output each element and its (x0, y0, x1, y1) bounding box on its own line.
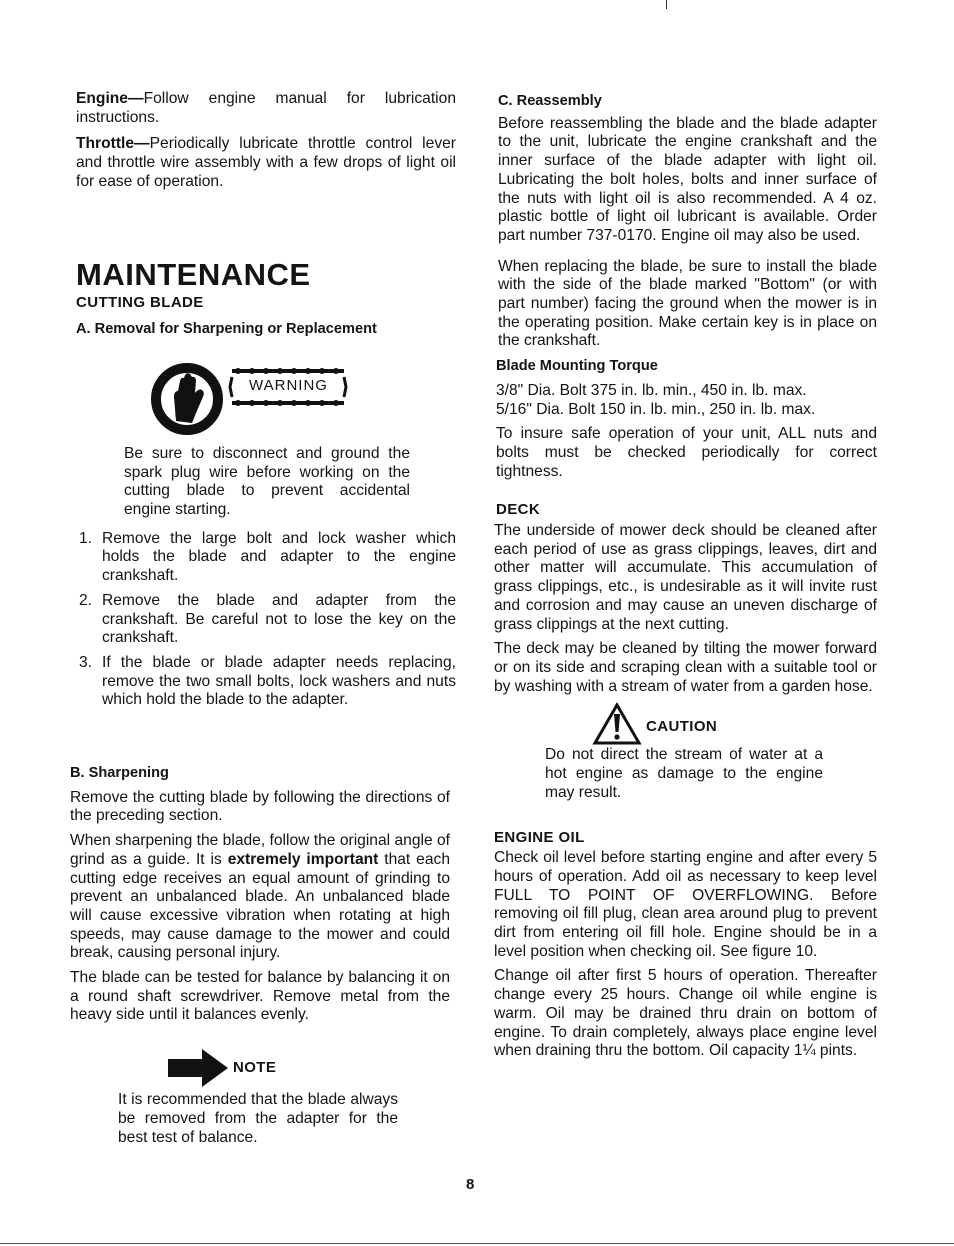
deck-heading: DECK (496, 501, 541, 519)
warning-block (76, 361, 456, 445)
maintenance-heading: MAINTENANCE (76, 256, 311, 292)
sharpening-text-b: that each cutting edge receives an equal amount of grinding to prevent an unbalanced blade. An unbalanced blade will cause excessive vibration when rotating at high speeds, may cause damage to the mower and could break, causing personal injury. (70, 850, 450, 962)
caution-block (494, 702, 877, 746)
torque-line-1: 3/8" Dia. Bolt 375 in. lb. min., 450 in. lb. max. (496, 381, 807, 399)
sharpening-paragraph-3: The blade can be tested for balance by balancing it on a round shaft screwdriver. Remove metal from the heavy side until it balances evenly. (70, 969, 450, 1024)
bottom-rule (0, 1243, 954, 1244)
throttle-paragraph (76, 135, 456, 191)
throttle-title: Throttle— (76, 135, 150, 153)
arrow-right-icon (168, 1047, 230, 1089)
step-2 (76, 592, 456, 648)
left-column-lower (70, 764, 450, 1147)
hand-stop-icon (150, 361, 224, 441)
reassembly-paragraph-2: When replacing the blade, be sure to install the blade with the side of the blade marked "Bottom" (or with part number) facing the ground when the mower is in the operating position. Make certain key is in place on the crankshaft. (498, 257, 877, 350)
cutting-blade-heading: CUTTING BLADE (76, 293, 204, 311)
warning-label: WARNING (249, 376, 328, 394)
engine-oil-paragraph-2: Change oil after first 5 hours of operation. Thereafter change every 25 hours. Change oil while engine is warm. Oil may be drained thru drain on bottom of engine. To drain completely, always place engine level when draining thru the bottom. Oil capacity 1¼ pints. (494, 967, 877, 1060)
page-number: 8 (466, 1176, 475, 1193)
sharpening-text-a: When sharpening the blade, follow the original angle of grind as a guide. It is (70, 832, 450, 868)
caution-text: Do not direct the stream of water at a hot engine as damage to the engine may result. (545, 746, 823, 801)
left-column (76, 90, 456, 710)
reassembly-paragraph-1: Before reassembling the blade and the blade adapter to the unit, lubricate the engine crankshaft and the inner surface of the blade adapter with light oil. Lubricating the bolt holes, bolts and inner surface of the nuts with light oil is also recommended. A 4 oz. plastic bottle of light oil lubricant is available. Order part number 737-0170. Engine oil may also be used. (498, 114, 877, 244)
step-3 (76, 654, 456, 710)
engine-paragraph (76, 90, 456, 127)
right-column (494, 92, 877, 1061)
engine-text: Follow engine manual for lubrication instructions. (76, 90, 456, 126)
removal-steps (76, 530, 456, 710)
reassembly-heading: C. Reassembly (498, 93, 602, 109)
deck-paragraph-1: The underside of mower deck should be cleaned after each period of use as grass clippings, leaves, dirt and other matter will accumulate. This accumulation of grass clippings, etc., is undesirable as it will invite rust and corrosion and may cause an uneven discharge of grass clippings at the next cutting. (494, 522, 877, 633)
warning-text: Be sure to disconnect and ground the spark plug wire before working on the cutting blade to prevent accidental engine starting. (124, 444, 410, 519)
step-text: If the blade or blade adapter needs replacing, remove the two small bolts, lock washers and nuts which hold the blade to the adapter. (102, 653, 456, 709)
step-text: Remove the blade and adapter from the crankshaft. Be careful not to lose the key on the crankshaft. (102, 591, 456, 647)
step-text: Remove the large bolt and lock washer which holds the blade and adapter to the engine crankshaft. (102, 529, 456, 585)
step-number: 1. (79, 529, 93, 547)
exclamation-triangle-icon (592, 702, 642, 746)
torque-heading: Blade Mounting Torque (496, 358, 658, 375)
sharpening-paragraph-1: Remove the cutting blade by following the directions of the preceding section. (70, 788, 450, 825)
engine-oil-heading: ENGINE OIL (494, 828, 585, 846)
sharpening-heading: B. Sharpening (70, 765, 169, 781)
caution-label: CAUTION (646, 718, 718, 736)
sharpening-emphasis: extremely important (227, 850, 379, 868)
throttle-text: Periodically lubricate throttle control lever and throttle wire assembly with a few drops of light oil for ease of operation. (76, 135, 456, 190)
engine-title: Engine— (76, 90, 144, 107)
note-block (70, 1047, 450, 1091)
torque-paragraph: To insure safe operation of your unit, ALL nuts and bolts must be checked periodically for correct tightness. (496, 425, 877, 480)
torque-line-2: 5/16" Dia. Bolt 150 in. lb. min., 250 in. lb. max. (496, 400, 816, 418)
note-text: It is recommended that the blade always be removed from the adapter for the best test of balance. (118, 1091, 398, 1146)
note-label: NOTE (233, 1059, 277, 1077)
step-number: 3. (79, 653, 93, 671)
removal-heading: A. Removal for Sharpening or Replacement (76, 321, 377, 338)
sharpening-paragraph-2 (70, 832, 450, 963)
engine-oil-paragraph-1: Check oil level before starting engine and after every 5 hours of operation. Add oil as necessary to keep level FULL TO POINT OF OVERFLOWING. Before removing oil fill plug, clean area around plug to prevent dirt from entering oil fill hole. Engine should be in a level position when checking oil. See figure 10. (494, 849, 877, 960)
top-tick-mark (666, 0, 667, 9)
step-number: 2. (79, 591, 93, 609)
step-1 (76, 530, 456, 586)
deck-paragraph-2: The deck may be cleaned by tilting the mower forward or on its side and scraping clean with a suitable tool or by washing with a stream of water from a garden hose. (494, 640, 877, 695)
